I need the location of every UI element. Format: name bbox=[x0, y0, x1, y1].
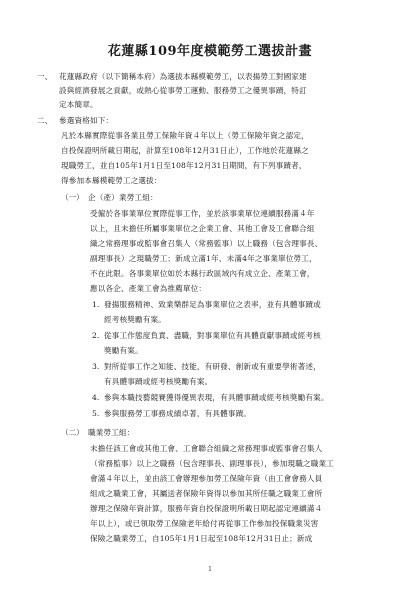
section-1-line: 定本簡章。 bbox=[59, 100, 98, 109]
subsection-2-number: （二） bbox=[61, 428, 84, 437]
subsection-2-line: 辦理之保險年資計算，服務年資自投保證明所載日期起認定連續滿４ bbox=[90, 504, 323, 513]
item-line: 參與本職技藝競賽獲得優異表現，有具體事蹟或經考核獎勵有案。 bbox=[104, 393, 329, 402]
item-number: 3. bbox=[92, 362, 100, 371]
section-2-intro-line: 得參加本縣模範勞工之選拔： bbox=[61, 176, 162, 185]
section-2-intro-line: 凡於本縣實際從事各業且勞工保險年資４年以上（勞工保險年資之認定， bbox=[61, 131, 309, 140]
item-number: 1. bbox=[92, 300, 100, 309]
section-2-intro-line: 現職勞工，並自105年1月1日至108年12月31日期間，有下列事蹟者， bbox=[61, 161, 307, 170]
subsection-2-line: 年以上），或已領取勞工保險老年給付再從事工作參加投保職業災害 bbox=[90, 519, 319, 528]
section-1-line: 花蓮縣政府（以下簡稱本府）為選拔本縣模範勞工，以表揚勞工對國家建 bbox=[59, 72, 307, 81]
document-title: 花蓮縣109年度模範勞工選拔計畫 bbox=[107, 44, 313, 59]
subsection-1-number: （一） bbox=[61, 193, 84, 202]
item-line: 從事工作態度負責、盡職，對事業單位有具體貢獻事蹟或經考核 bbox=[104, 331, 321, 340]
subsection-2-line: 保險之職業勞工，自105年1月1日起至108年12月31日止；新成 bbox=[90, 534, 313, 543]
section-2-heading: 參選資格如下： bbox=[59, 116, 114, 125]
section-2-intro-line: 自投保證明所載日期起，計算至108年12月31日止），工作地於花蓮縣之 bbox=[61, 146, 309, 155]
subsection-1-line: 不在此限。各事業單位如於本縣行政區域內有成立企、產業工會， bbox=[90, 269, 315, 278]
subsection-1-line: 應以各企、產業工會為推薦單位： bbox=[90, 284, 207, 293]
subsection-1-line: 以上，且未擔任所屬事業單位之企業工會、其他工會及工會聯合組 bbox=[90, 224, 315, 233]
subsection-2-line: 未擔任該工會或其他工會、工會聯合組織之常務理事或監事會召集人 bbox=[90, 444, 323, 453]
subsection-2-line: 組成之職業工會，其屬送者保險年資得以參加其所任職之職業工會所 bbox=[90, 489, 323, 498]
item-number: 5. bbox=[92, 409, 100, 418]
item-number: 4. bbox=[92, 393, 100, 402]
item-line: 參與服務勞工事務成績卓著，有具體事蹟。 bbox=[104, 409, 252, 418]
subsection-1-line: 副理事長）之現職勞工；新成立滿1年、未滿4年之事業單位勞工， bbox=[90, 254, 317, 263]
item-line: 發揚服務精神、致業樂群足為事業單位之表率，並有具體事蹟或 bbox=[104, 300, 321, 309]
page-number: 1 bbox=[208, 566, 212, 573]
item-number: 2. bbox=[92, 331, 100, 340]
subsection-2-line: 會滿４年以上，並由該工會辦理參加勞工保險年資（由工會會務人員 bbox=[90, 474, 323, 483]
item-line: 有具體事蹟或經考核獎勵有案。 bbox=[104, 377, 213, 386]
subsection-2-heading: 職業勞工組： bbox=[88, 428, 135, 437]
section-2-number: 二、 bbox=[37, 116, 53, 125]
subsection-1-line: 織之常務理事或監事會召集人（常務監事）以上職務（包含理事長、 bbox=[90, 239, 323, 248]
item-line: 對所從事工作之知能、技能，有研發、創新或有重要學術著述， bbox=[104, 362, 321, 371]
subsection-2-line: （常務監事）以上之職務（包含理事長、副理事長），參加現職之職業工 bbox=[90, 459, 334, 468]
subsection-1-line: 受僱於各事業單位實際從事工作，並於該事業單位連續服務滿４年 bbox=[90, 209, 315, 218]
section-1-number: 一、 bbox=[37, 72, 53, 81]
item-line: 經考核獎勵有案。 bbox=[104, 315, 166, 324]
subsection-1-heading: 企（產）業勞工組： bbox=[88, 193, 158, 202]
section-1-line: 設與經濟發展之貢獻，或熱心從事勞工運動、服務勞工之優異事蹟，特訂 bbox=[59, 86, 307, 95]
item-line: 獎勵有案。 bbox=[104, 346, 143, 355]
